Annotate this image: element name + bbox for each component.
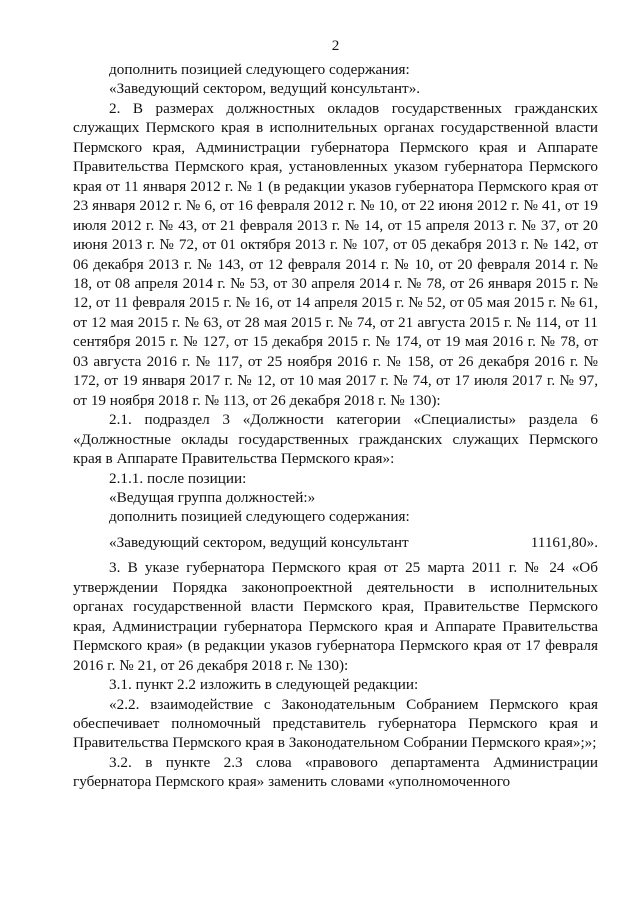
paragraph-item-3-2: 3.2. в пункте 2.3 слова «правового департамента Администрации губернатора Пермского края» заменить словами «уполномоченного (73, 753, 598, 791)
paragraph-item-2-1-1: 2.1.1. после позиции: (109, 469, 247, 487)
paragraph-add-position-2: дополнить позицией следующего содержания: (109, 508, 410, 526)
paragraph-item-2-2-quote: «2.2. взаимодействие с Законодательным Собранием Пермского края обеспечивает полномочный представитель губернатора Пермского края и Правительства Пермского края в Законодательном Собрании Пермского края»;»; (73, 695, 598, 752)
paragraph-item-3: 3. В указе губернатора Пермского края от 25 марта 2011 г. № 24 «Об утверждении Порядка законопроектной деятельности в исполнительных органах государственной власти Пермского края, Правительстве Пермского края, Администрации губернатора Пермского края и Аппарате Правительства Пермского края» (в редакции указов губернатора Пермского края от 17 февраля 2016 г. № 21, от 26 декабря 2018 г. № 130): (73, 559, 598, 674)
salary-position: «Заведующий сектором, ведущий консультант (109, 533, 409, 551)
paragraph-item-3-1: 3.1. пункт 2.2 изложить в следующей редакции: (109, 676, 419, 694)
paragraph-leading-group: «Ведущая группа должностей:» (109, 488, 316, 506)
paragraph-add-position: дополнить позицией следующего содержания: (109, 61, 410, 78)
paragraph-position-quote: «Заведующий сектором, ведущий консультант». (109, 80, 421, 98)
paragraph-item-2: 2. В размерах должностных окладов государственных гражданских служащих Пермского края в исполнительных органах государственной власти Пермского края, Администрации губернатора Пермского края и Аппарате Правительства Пермского края, установленных указом губернатора Пермского края от 11 января 2012 г. № 1 (в редакции указов губернатора Пермского края от 23 января 2012 г. № 6, от 16 февраля 2012 г. № 10, от 22 июня 2012 г. № 41, от 19 июля 2012 г. № 43, от 21 февраля 2013 г. № 14, от 15 апреля 2013 г. № 37, от 20 июня 2013 г. № 72, от 01 октября 2013 г. № 107, от 05 декабря 2013 г. № 142, от 06 декабря 2013 г. № 143, от 12 февраля 2014 г. № 10, от 20 февраля 2014 г. № 18, от 08 апреля 2014 г. № 53, от 30 апреля 2014 г. № 78, от 26 января 2015 г. № 12, от 11 февраля 2015 г. № 16, от 14 апреля 2015 г. № 52, от 05 мая 2015 г. № 61, от 12 мая 2015 г. № 63, от 28 мая 2015 г. № 74, от 21 августа 2015 г. № 114, от 11 сентября 2015 г. № 127, от 15 декабря 2015 г. № 174, от 19 мая 2016 г. № 78, от 03 августа 2016 г. № 117, от 25 ноября 2016 г. № 158, от 26 декабря 2016 г. № 172, от 19 января 2017 г. № 12, от 10 мая 2017 г. № 74, от 17 июля 2017 г. № 97, от 19 ноября 2018 г. № 113, от 26 декабря 2018 г. № 130): (73, 99, 598, 409)
paragraph-item-2-1: 2.1. подраздел 3 «Должности категории «Специалисты» раздела 6 «Должностные оклады государственных гражданских служащих Пермского края в Аппарате Правительства Пермского края»: (73, 411, 598, 468)
salary-amount: 11161,80». (530, 533, 598, 551)
salary-row (73, 533, 598, 552)
document-body (73, 60, 598, 792)
page-number: 2 (331, 37, 340, 54)
